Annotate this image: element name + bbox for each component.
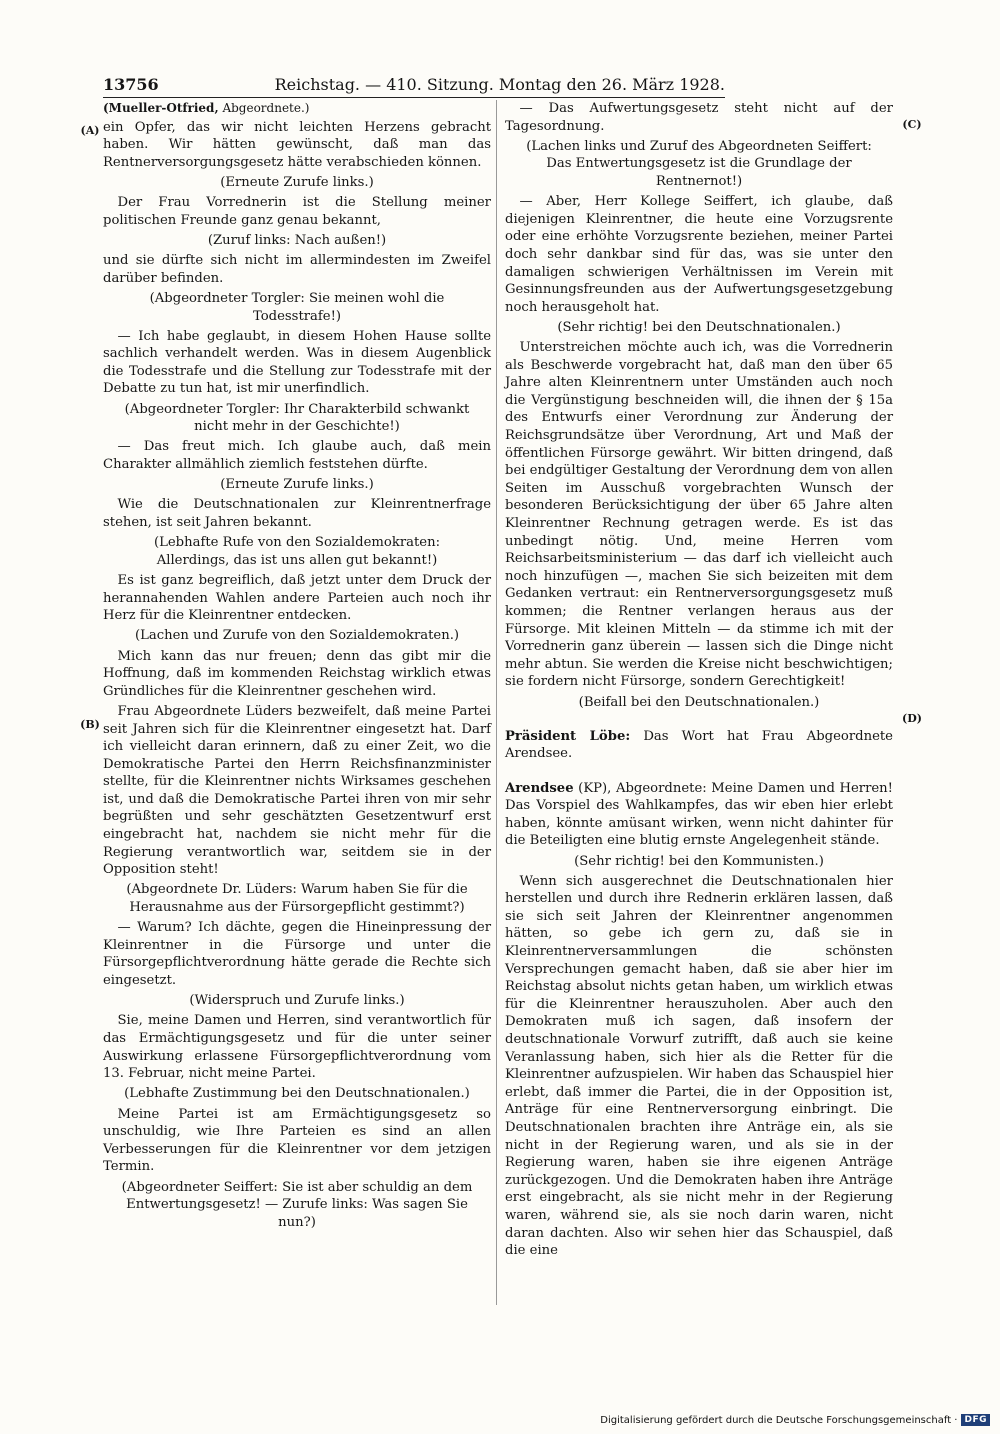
right-column — [505, 100, 893, 1262]
column-divider — [496, 100, 497, 1305]
paragraph: — Das freut mich. Ich glaube auch, daß mein Charakter allmählich ziemlich feststehen dürfte. — [103, 439, 491, 473]
paragraph: Frau Abgeordnete Lüders bezweifelt, daß meine Partei seit Jahren sich für die Kleinrentner eingesetzt hat. Darf ich vielleicht daran erinnern, daß zu einer Zeit, wo die Demokratische Partei den Herrn Reichsfinanzminister stellte, für die Kleinrentner nichts Wirksames geschehen ist, und daß die Demokratische Partei ihren von mir sehr begrüßten und sehr geschätzten Gesetzentwurf erst eingebracht hat, nachdem sie nicht mehr für die Regierung verantwortlich war, seitdem sie in der Opposition steht! — [103, 703, 491, 878]
interjection: (Abgeordneter Torgler: Ihr Charakterbild schwankt nicht mehr in der Geschichte!) — [124, 401, 470, 435]
paragraph: Sie, meine Damen und Herren, sind verantwortlich für das Ermächtigungsgesetz und für die unter seiner Auswirkung erlassene Fürsorgepflichtverordnung vom 13. Februar, nicht meine Partei. — [103, 1013, 491, 1082]
right-column-body-top — [505, 100, 893, 711]
paragraph: Der Frau Vorrednerin ist die Stellung meiner politischen Freunde ganz genau bekannt, — [103, 195, 491, 228]
paragraph: und sie dürfte sich nicht im allermindesten im Zweifel darüber befinden. — [103, 253, 491, 286]
interjection: (Abgeordneter Seiffert: Sie ist aber schuldig an dem Entwertungsgesetz! — Zurufe links: Was sagen Sie nun?) — [121, 1179, 473, 1230]
interjection: (Lebhafte Rufe von den Sozialdemokraten: Allerdings, das ist uns allen gut bekannt!) — [153, 535, 441, 568]
interjection: (Sehr richtig! bei den Deutschnationalen.) — [557, 319, 841, 335]
margin-marker-d: (D) — [902, 712, 922, 725]
arendsee-statement — [505, 780, 893, 850]
interjection: (Abgeordneter Torgler: Sie meinen wohl die Todesstrafe!) — [149, 290, 445, 324]
paragraph: Mich kann das nur freuen; denn das gibt mir die Hoffnung, daß im kommenden Reichstag wirklich etwas Gründliches für die Kleinrentner geschehen wird. — [103, 648, 491, 699]
interjection: (Abgeordnete Dr. Lüders: Warum haben Sie für die Herausnahme aus der Fürsorgepflicht gestimmt?) — [126, 882, 468, 916]
interjection: (Erneute Zurufe links.) — [220, 477, 374, 493]
interjection: (Lachen und Zurufe von den Sozialdemokraten.) — [134, 628, 460, 644]
president-name: Präsident Löbe: — [505, 728, 631, 744]
interjection: (Zuruf links: Nach außen!) — [207, 232, 387, 248]
paragraph: — Ich habe geglaubt, in diesem Hohen Hause sollte sachlich verhandelt werden. Was in diesem Augenblick die Todesstrafe und die Stellung zur Todesstrafe mit der Debatte zu tun hat, ist mir unerfindlich. — [103, 328, 491, 397]
paragraph: Meine Partei ist am Ermächtigungsgesetz so unschuldig, wie Ihre Parteien es sind an allen Verbesserungen für die Kleinrentner vor dem jetzigen Termin. — [103, 1106, 491, 1175]
right-column-body-bottom — [505, 853, 893, 1260]
dfg-logo: DFG — [961, 1414, 990, 1426]
interjection: (Sehr richtig! bei den Kommunisten.) — [574, 853, 824, 869]
paragraph: ein Opfer, das wir nicht leichten Herzens gebracht haben. Wir hätten gewünscht, daß man das Rentnerversorgungsgesetz hätte verabschieden können. — [103, 119, 491, 170]
margin-marker-a: (A) — [80, 124, 100, 137]
page-header — [103, 74, 725, 96]
interjection: (Widerspruch und Zurufe links.) — [189, 993, 405, 1009]
arendsee-name: Arendsee — [505, 780, 574, 796]
interjection: (Lachen links und Zuruf des Abgeordneten Seiffert: Das Entwertungsgesetz ist die Grundlage der Rentnernot!) — [526, 138, 872, 189]
paragraph: Unterstreichen möchte auch ich, was die Vorrednerin als Beschwerde vorgebracht hat, daß man den über 65 Jahre alten Kleinrentnern unter Umständen auch noch die Vergünstigung beschneiden will, die ihnen der § 15a des Entwurfs einer Verordnung zur Änderung der Reichsgrundsätze über Verordnung, Art und Maß der öffentlichen Fürsorge gewährt. Wir bitten dringend, daß bei endgültiger Gestaltung der Verordnung dem von allen Seiten im Ausschuß vorgebrachten Wunsch der besonderen Berücksichtigung der über 65 Jahre alten Kleinrentner Rechnung getragen werde. Es ist das unbedingt nötig. Und, meine Herren vom Reichsarbeitsministerium — das darf ich vielleicht auch noch hinzufügen —, machen Sie sich beizeiten mit dem Gedanken vertraut: ein Rentnerversorgungsgesetz muß kommen; die Rentner verlangen heraus aus der Fürsorge. Mit kleinen Mitteln — da stimme ich mit der Vorrednerin ganz überein — lassen sich die Dinge nicht mehr abtun. Sie werden die Kreise nicht beschwichtigen; sie fordern nicht Fürsorge, sondern Gerechtigkeit! — [505, 340, 893, 690]
interjection: (Erneute Zurufe links.) — [220, 174, 374, 190]
interjection: (Lebhafte Zustimmung bei den Deutschnationalen.) — [124, 1086, 470, 1102]
paragraph: — Warum? Ich dächte, gegen die Hineinpressung der Kleinrentner in die Fürsorge und unter die Fürsorgepflichtverordnung hätte gerade die Rechte sich eingesetzt. — [103, 920, 491, 988]
interjection: (Beifall bei den Deutschnationalen.) — [578, 694, 820, 710]
margin-marker-c: (C) — [902, 118, 922, 131]
speaker-heading — [103, 100, 491, 118]
paragraph: Wie die Deutschnationalen zur Kleinrentnerfrage stehen, ist seit Jahren bekannt. — [103, 497, 491, 530]
paragraph: — Das Aufwertungsgesetz steht nicht auf der Tagesordnung. — [505, 101, 893, 134]
speaker-heading-role: Abgeordnete.) — [222, 101, 310, 115]
section-gap — [505, 714, 893, 728]
left-column — [103, 100, 491, 1234]
section-gap — [505, 766, 893, 780]
margin-marker-b: (B) — [80, 718, 100, 731]
header-rule — [103, 97, 725, 98]
speaker-heading-name: (Mueller-Otfried, — [103, 101, 219, 115]
page-number: 13756 — [103, 75, 159, 94]
paragraph: Es ist ganz begreiflich, daß jetzt unter dem Druck der herannahenden Wahlen andere Parteien auch noch ihr Herz für die Kleinrentner entdecken. — [103, 572, 491, 624]
paragraph: — Aber, Herr Kollege Seiffert, ich glaube, daß diejenigen Kleinrentner, die heute eine Vorzugsrente oder eine erhöhte Vorzugsrente beziehen, meiner Partei doch sehr dankbar sind für das, was sie unter den damaligen schwierigen Verhältnissen im Verein mit Gesinnungsfreunden aus der Aufwertungsgesetzgebung noch herausgeholt hat. — [505, 194, 893, 315]
paragraph: Wenn sich ausgerechnet die Deutschnationalen hier herstellen und durch ihre Rednerin erklären lassen, daß sie sich seit Jahren der Kleinrentner angenommen hätten, so gebe ich gern zu, daß sie in Kleinrentnerversammlungen die schönsten Versprechungen gemacht haben, daß sie aber hier im Reichstag absolut nichts getan haben, um wirklich etwas für die Kleinrentner herauszuholen. Aber auch den Demokraten muß ich sagen, daß insofern der deutschnationale Vorwurf zutrifft, daß auch sie keine Veranlassung haben, sich hier als die Retter für die Kleinrentner aufzuspielen. Wir haben das Schauspiel hier erlebt, daß immer die Partei, die in der Opposition ist, Anträge für eine Rentnerversorgung einbringt. Die Deutschnationalen brachten ihre Anträge ein, als sie nicht in der Regierung waren, und als sie in der Regierung waren, haben sie ihre eigenen Anträge zurückgezogen. Und die Demokraten haben ihre Anträge erst eingebracht, als sie nicht mehr in der Regierung waren, während sie, als sie noch darin waren, nicht daran dachten. Also wir sehen hier das Schauspiel, daß die eine — [505, 873, 893, 1259]
president-statement — [505, 728, 893, 763]
president-text: Das Wort hat Frau Abgeordnete Arendsee. — [505, 728, 893, 762]
running-title: Reichstag. — 410. Sitzung. Montag den 26. März 1928. — [274, 75, 725, 94]
arendsee-text: (KP), Abgeordnete: Meine Damen und Herren! Das Vorspiel des Wahlkampfes, das wir eben hier erlebt haben, könnte amüsant wirken, wenn nicht dahinter für die Beteiligten eine blutig ernste Angelegenheit stände. — [505, 780, 893, 849]
footer-text: Digitalisierung gefördert durch die Deutsche Forschungsgemeinschaft · — [600, 1414, 958, 1426]
left-column-body — [103, 119, 491, 1232]
digitization-credit — [600, 1414, 990, 1426]
